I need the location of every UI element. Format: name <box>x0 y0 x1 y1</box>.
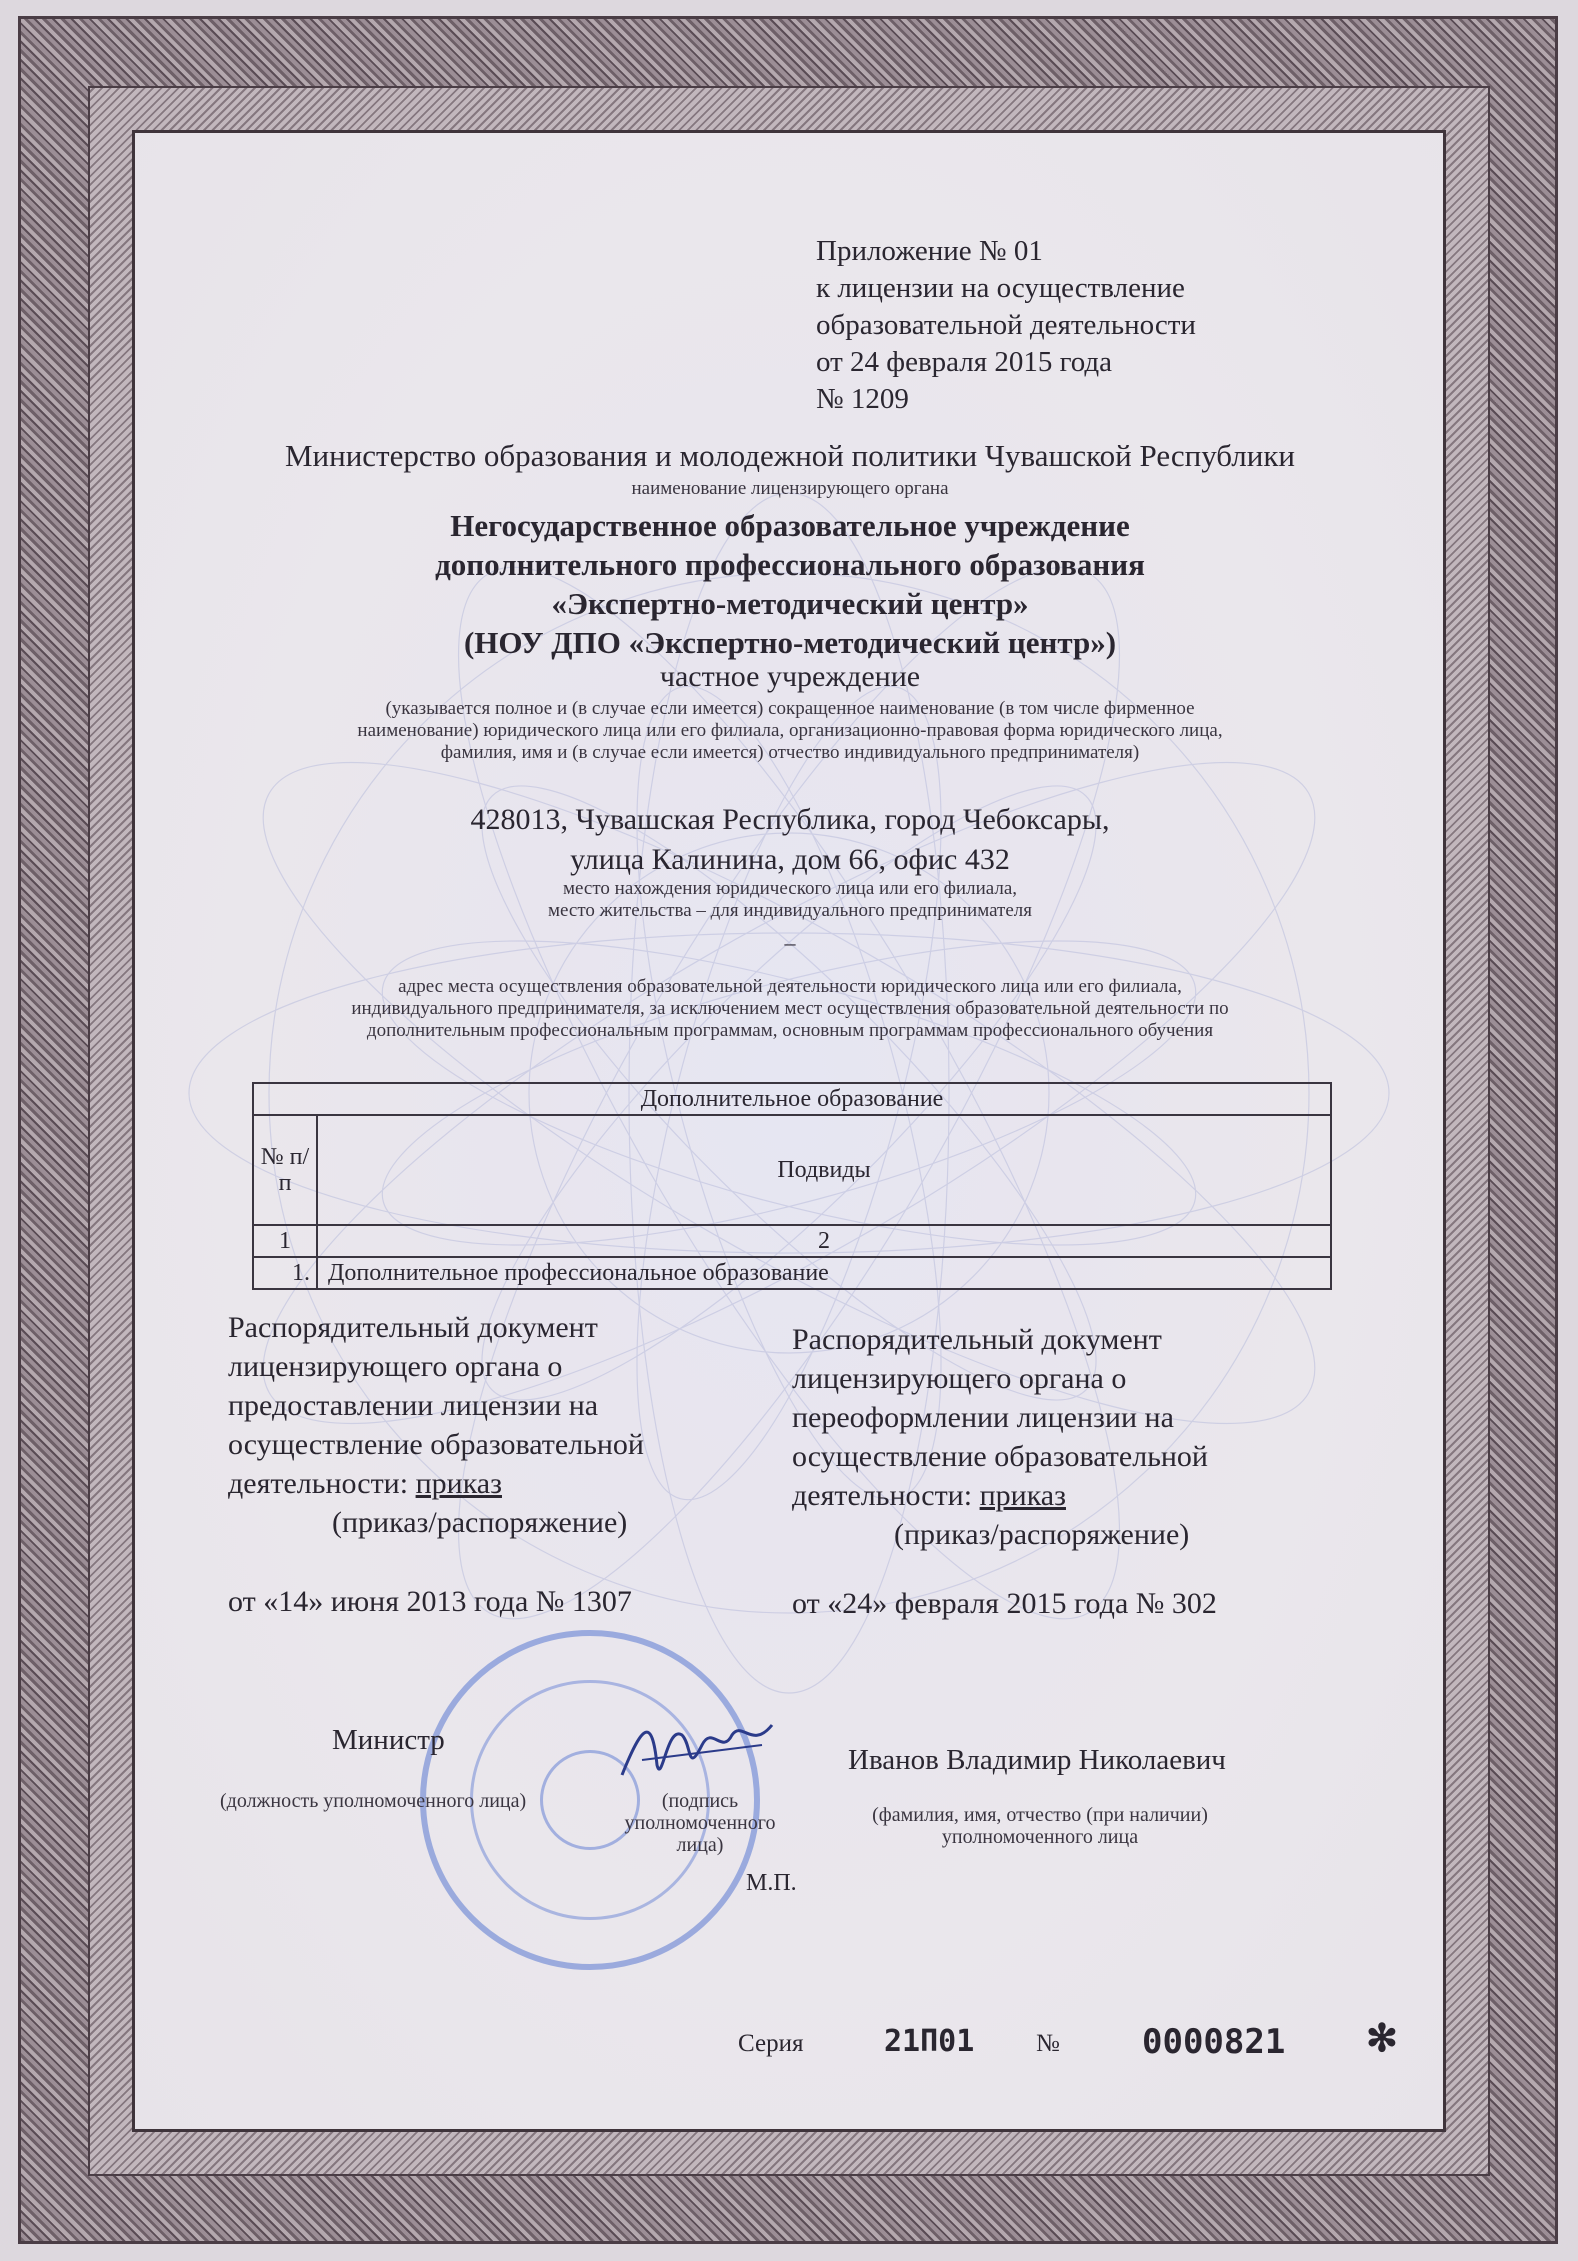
organization-caption-line-1: (указывается полное и (в случае если имеется) сокращенное наименование (в том числе фирменное <box>385 698 1195 719</box>
activity-caption-line-1: адрес места осуществления образовательной деятельности юридического лица или его филиала, <box>398 976 1182 997</box>
left-order-block <box>228 1308 708 1542</box>
education-subtypes-table <box>252 1082 1332 1290</box>
signatory-name-caption <box>840 1804 1240 1848</box>
signature-caption-line-3: лица) <box>676 1834 724 1856</box>
series-label: Серия <box>738 2030 804 2057</box>
right-order-block <box>792 1320 1312 1554</box>
serial-number: 0000821 <box>1142 2022 1286 2062</box>
signature-caption-line-2: уполномоченного <box>624 1812 776 1834</box>
appendix-line-2: к лицензии на осуществление <box>816 272 1185 304</box>
left-order-line-3: предоставлении лицензии на <box>228 1389 599 1422</box>
asterisk-mark-icon: ✻ <box>1366 2018 1398 2060</box>
signatory-position-caption: (должность уполномоченного лица) <box>220 1790 527 1812</box>
left-order-type-caption: (приказ/распоряжение) <box>332 1506 628 1539</box>
table-header-subtypes: Подвиды <box>317 1115 1331 1225</box>
right-order-line-1: Распорядительный документ <box>792 1323 1162 1356</box>
right-order-type: приказ <box>979 1479 1066 1512</box>
activity-caption-line-3: дополнительным профессиональным программам, основным программам профессионального обучения <box>366 1020 1214 1041</box>
table-column-number-1: 1 <box>253 1225 317 1257</box>
right-order-line-5 <box>792 1476 1312 1515</box>
name-caption-line-1: (фамилия, имя, отчество (при наличии) <box>872 1804 1208 1826</box>
licensing-authority-name: Министерство образования и молодежной политики Чувашской Республики <box>284 438 1296 473</box>
table-row-number: 1. <box>253 1257 317 1289</box>
appendix-line-1: Приложение № 01 <box>816 235 1043 267</box>
left-order-line-4: осуществление образовательной <box>228 1428 644 1461</box>
appendix-line-3: образовательной деятельности <box>816 309 1196 341</box>
organization-short-name: (НОУ ДПО «Экспертно-методический центр») <box>463 625 1117 660</box>
signatory-position: Министр <box>332 1724 445 1756</box>
table-title: Дополнительное образование <box>253 1083 1331 1115</box>
left-order-line-2: лицензирующего органа о <box>228 1350 563 1383</box>
organization-caption <box>200 698 1380 764</box>
activity-address-caption <box>200 976 1380 1042</box>
organization-name-line-1: Негосударственное образовательное учреждение <box>450 508 1130 543</box>
organization-caption-line-3: фамилия, имя и (в случае если имеется) отчество индивидуального предпринимателя) <box>440 742 1140 763</box>
address-caption <box>240 878 1340 922</box>
right-order-prefix: деятельности: <box>792 1479 980 1512</box>
right-order-date: от «24» февраля 2015 года № 302 <box>792 1587 1217 1620</box>
right-order-line-2: лицензирующего органа о <box>792 1362 1127 1395</box>
name-caption-line-2: уполномоченного лица <box>941 1826 1139 1848</box>
left-order-line-5 <box>228 1464 708 1503</box>
signatory-full-name: Иванов Владимир Николаевич <box>848 1744 1226 1776</box>
signature-caption <box>600 1790 800 1856</box>
organization-caption-line-2: наименование) юридического лица или его филиала, организационно-правовая форма юридического лица, <box>357 720 1223 741</box>
right-order-type-caption: (приказ/распоряжение) <box>894 1518 1190 1551</box>
table-row <box>253 1257 1331 1289</box>
right-order-line-4: осуществление образовательной <box>792 1440 1208 1473</box>
organization-form: частное учреждение <box>659 660 921 693</box>
left-order-type: приказ <box>415 1467 502 1500</box>
table-row-subtype: Дополнительное профессиональное образование <box>317 1257 1331 1289</box>
organization-name <box>240 506 1340 662</box>
table-column-number-2: 2 <box>317 1225 1331 1257</box>
signature-caption-line-1: (подпись <box>661 1790 739 1812</box>
appendix-heading <box>816 233 1196 418</box>
organization-address <box>240 800 1340 880</box>
licensing-authority-caption: наименование лицензирующего органа <box>631 478 949 499</box>
left-order-line-1: Распорядительный документ <box>228 1311 598 1344</box>
address-line-1: 428013, Чувашская Республика, город Чебоксары, <box>470 803 1110 836</box>
activity-caption-line-2: индивидуального предпринимателя, за исключением мест осуществления образовательной деятельности по <box>351 998 1229 1019</box>
number-label: № <box>1036 2030 1060 2057</box>
left-order-date: от «14» июня 2013 года № 1307 <box>228 1585 632 1618</box>
activity-address-value: – <box>784 930 796 955</box>
seal-place-mark: М.П. <box>746 1870 797 1896</box>
address-caption-line-1: место нахождения юридического лица или его филиала, <box>562 878 1017 899</box>
left-order-prefix: деятельности: <box>228 1467 416 1500</box>
organization-name-line-3: «Экспертно-методический центр» <box>551 586 1029 621</box>
address-caption-line-2: место жительства – для индивидуального предпринимателя <box>547 900 1033 921</box>
right-order-line-3: переоформлении лицензии на <box>792 1401 1174 1434</box>
address-line-2: улица Калинина, дом 66, офис 432 <box>570 843 1010 876</box>
handwritten-signature <box>612 1705 792 1795</box>
appendix-line-5: № 1209 <box>816 383 909 415</box>
series-value: 21П01 <box>884 2024 975 2059</box>
appendix-line-4: от 24 февраля 2015 года <box>816 346 1113 378</box>
organization-name-line-2: дополнительного профессионального образования <box>435 547 1145 582</box>
table-header-number: № п/ п <box>253 1115 317 1225</box>
